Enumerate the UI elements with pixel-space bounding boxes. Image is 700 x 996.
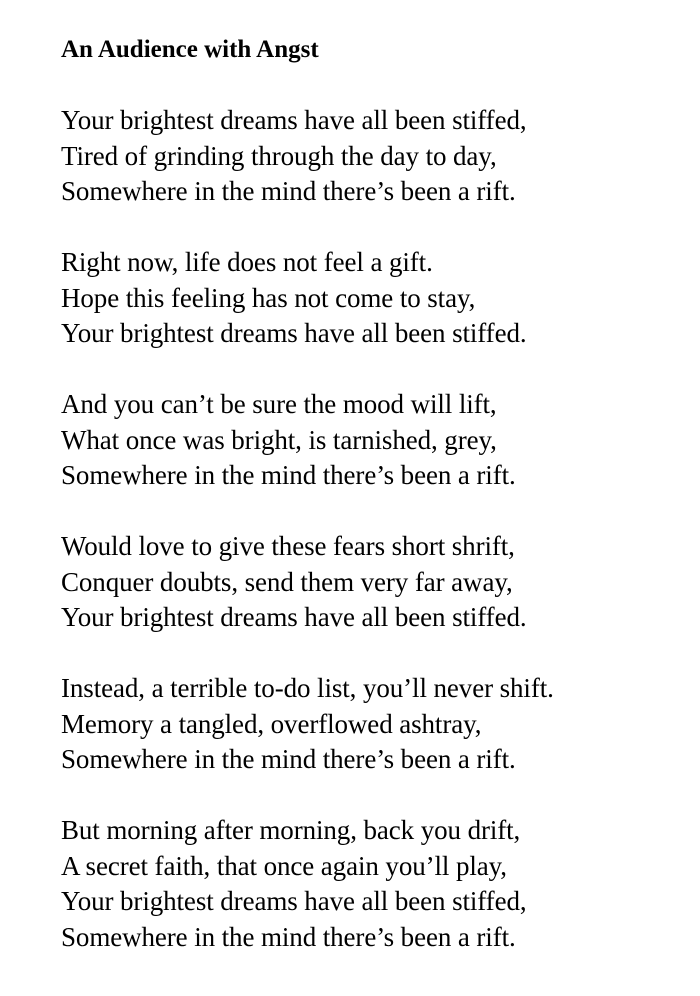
poem-line: Somewhere in the mind there’s been a rift.: [61, 460, 516, 490]
stanza-3: [61, 387, 691, 494]
poem-line: Hope this feeling has not come to stay,: [61, 282, 476, 313]
poem-line: And you can’t be sure the mood will lift,: [61, 389, 497, 419]
poem-line: But morning after morning, back you drift,: [61, 815, 521, 845]
poem-line: Your brightest dreams have all been stiffed.: [61, 602, 527, 632]
poem-line: Somewhere in the mind there’s been a rift.: [61, 176, 516, 206]
stanza-6: [61, 813, 691, 955]
poem-line: What once was bright, is tarnished, grey,: [61, 424, 497, 455]
stanza-4: [61, 529, 691, 636]
poem-line: Your brightest dreams have all been stiffed,: [61, 105, 527, 135]
poem-line: Your brightest dreams have all been stiffed,: [61, 886, 527, 916]
stanza-2: [61, 245, 691, 352]
poem-body: [61, 103, 691, 955]
poem-line: Instead, a terrible to-do list, you’ll never shift.: [61, 673, 554, 703]
poem-line: Conquer doubts, send them very far away,: [61, 566, 513, 597]
poem-line: Right now, life does not feel a gift.: [61, 247, 433, 277]
poem-line: Your brightest dreams have all been stiffed.: [61, 318, 527, 348]
poem-line: Would love to give these fears short shrift,: [61, 531, 515, 561]
poem-line: Tired of grinding through the day to day,: [61, 140, 497, 171]
poem-line: Somewhere in the mind there’s been a rift.: [61, 744, 516, 774]
poem-page: [61, 32, 691, 991]
stanza-5: [61, 671, 691, 778]
poem-title: An Audience with Angst: [61, 36, 319, 63]
stanza-1: [61, 103, 691, 210]
poem-line: Somewhere in the mind there’s been a rift.: [61, 921, 516, 952]
poem-line: A secret faith, that once again you’ll play,: [61, 850, 507, 881]
poem-line: Memory a tangled, overflowed ashtray,: [61, 708, 482, 739]
